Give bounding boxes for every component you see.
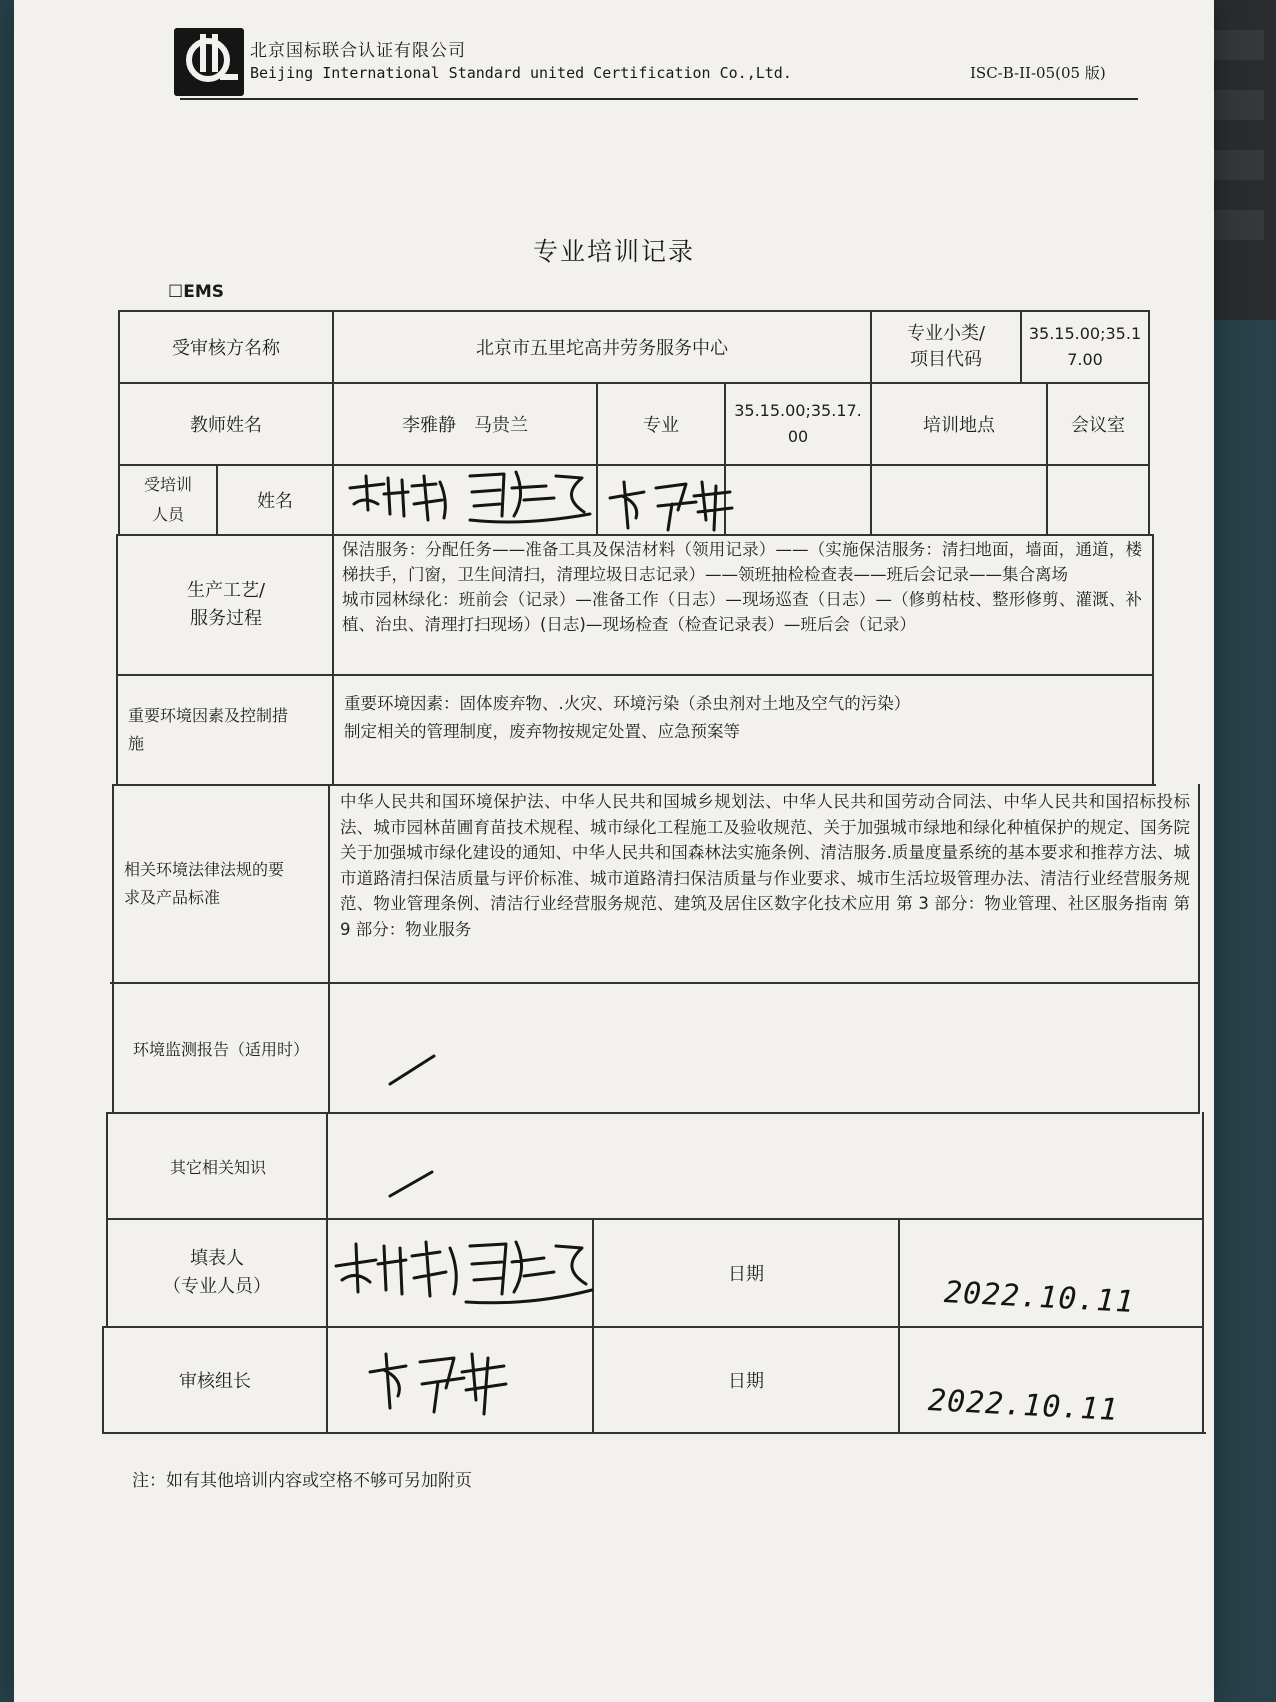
leader-date-label: 日期 xyxy=(728,1371,764,1392)
leader-date-handwritten: 2022.10.11 xyxy=(927,1383,1120,1428)
filler-date-label: 日期 xyxy=(728,1264,764,1285)
teacher-value: 李雅静 马贵兰 xyxy=(402,415,528,436)
env-factor-label: 重要环境因素及控制措 施 xyxy=(128,706,289,753)
location-value: 会议室 xyxy=(1071,415,1125,436)
auditee-label: 受审核方名称 xyxy=(172,338,280,359)
filler-signature xyxy=(330,1232,600,1312)
category-label: 专业小类/ 项目代码 xyxy=(906,323,986,370)
trainee-signature-1 xyxy=(344,470,464,530)
company-name-en: Beijing International Standard united Certification Co.,Ltd. xyxy=(250,64,792,82)
law-description: 中华人民共和国环境保护法、中华人民共和国城乡规划法、中华人民共和国劳动合同法、中华人民共和国招标投标法、城市园林苗圃育苗技术规程、城市绿化工程施工及验收规范、关于加强城市绿地和绿化种植保护的规定、国务院关于加强城市绿化建设的通知、中华人民共和国森林法实施条例、清洁服务.质量度量系统的基本要求和推荐方法、城市道路清扫保洁质量与评价标准、城市道路清扫保洁质量与作业要求、城市生活垃圾管理办法、清洁行业经营服务规范、物业管理条例、清洁行业经营服务规范、建筑及居住区数字化技术应用 第 3 部分：物业管理、社区服务指南 第 9 部分：物业服务 xyxy=(340,792,1190,939)
ems-checkbox[interactable]: ☐EMS xyxy=(168,282,225,302)
filler-date-handwritten: 2022.10.11 xyxy=(943,1275,1136,1320)
footnote: 注：如有其他培训内容或空格不够可另加附页 xyxy=(132,1471,472,1491)
trainee-label: 受培训 人员 xyxy=(143,475,192,524)
process-description: 保洁服务：分配任务——准备工具及保洁材料（领用记录）——（实施保洁服务：清扫地面，墙面，通道，楼梯扶手，门窗，卫生间清扫，清理垃圾日志记录）——领班抽检检查表——班后会记录——集合离场 城市园林绿化：班前会（记录）—准备工作（日志）—现场巡查（日志）—（修剪枯枝、整形修剪、灌溉、补植、治虫、清理打扫现场）(日志)—现场检查（检查记录表）—班后会（记录） xyxy=(342,540,1142,634)
monitor-slash-mark xyxy=(384,1050,444,1090)
other-knowledge-label: 其它相关知识 xyxy=(169,1157,266,1177)
company-logo-icon xyxy=(174,28,244,96)
leader-label: 审核组长 xyxy=(179,1371,251,1392)
header-divider xyxy=(180,98,1138,100)
paper-sheet xyxy=(14,0,1214,1702)
monitor-label: 环境监测报告（适用时） xyxy=(132,1039,309,1059)
leader-signature xyxy=(364,1344,514,1424)
major-value: 35.15.00;35.17. 00 xyxy=(734,401,862,446)
other-slash-mark xyxy=(384,1164,444,1204)
trainee-signature-2 xyxy=(464,466,594,528)
document-code: ISC-B-II-05(05 版) xyxy=(970,64,1106,82)
teacher-label: 教师姓名 xyxy=(190,415,262,436)
filler-label: 填表人 （专业人员） xyxy=(163,1248,271,1297)
name-label: 姓名 xyxy=(257,491,293,512)
major-label: 专业 xyxy=(643,415,679,436)
page-title: 专业培训记录 xyxy=(532,237,695,266)
law-label: 相关环境法律法规的要 求及产品标准 xyxy=(124,860,285,907)
category-value: 35.15.00;35.1 7.00 xyxy=(1028,324,1142,369)
trainee-signature-3 xyxy=(606,474,736,536)
location-label: 培训地点 xyxy=(923,415,995,436)
process-label: 生产工艺/ 服务过程 xyxy=(186,580,266,629)
company-name-cn: 北京国标联合认证有限公司 xyxy=(250,41,466,61)
env-factor-description: 重要环境因素：固体废弃物、.火灾、环境污染（杀虫剂对土地及空气的污染） 制定相关的管理制度，废弃物按规定处置、应急预案等 xyxy=(344,694,911,741)
auditee-value: 北京市五里坨高井劳务服务中心 xyxy=(476,338,728,359)
